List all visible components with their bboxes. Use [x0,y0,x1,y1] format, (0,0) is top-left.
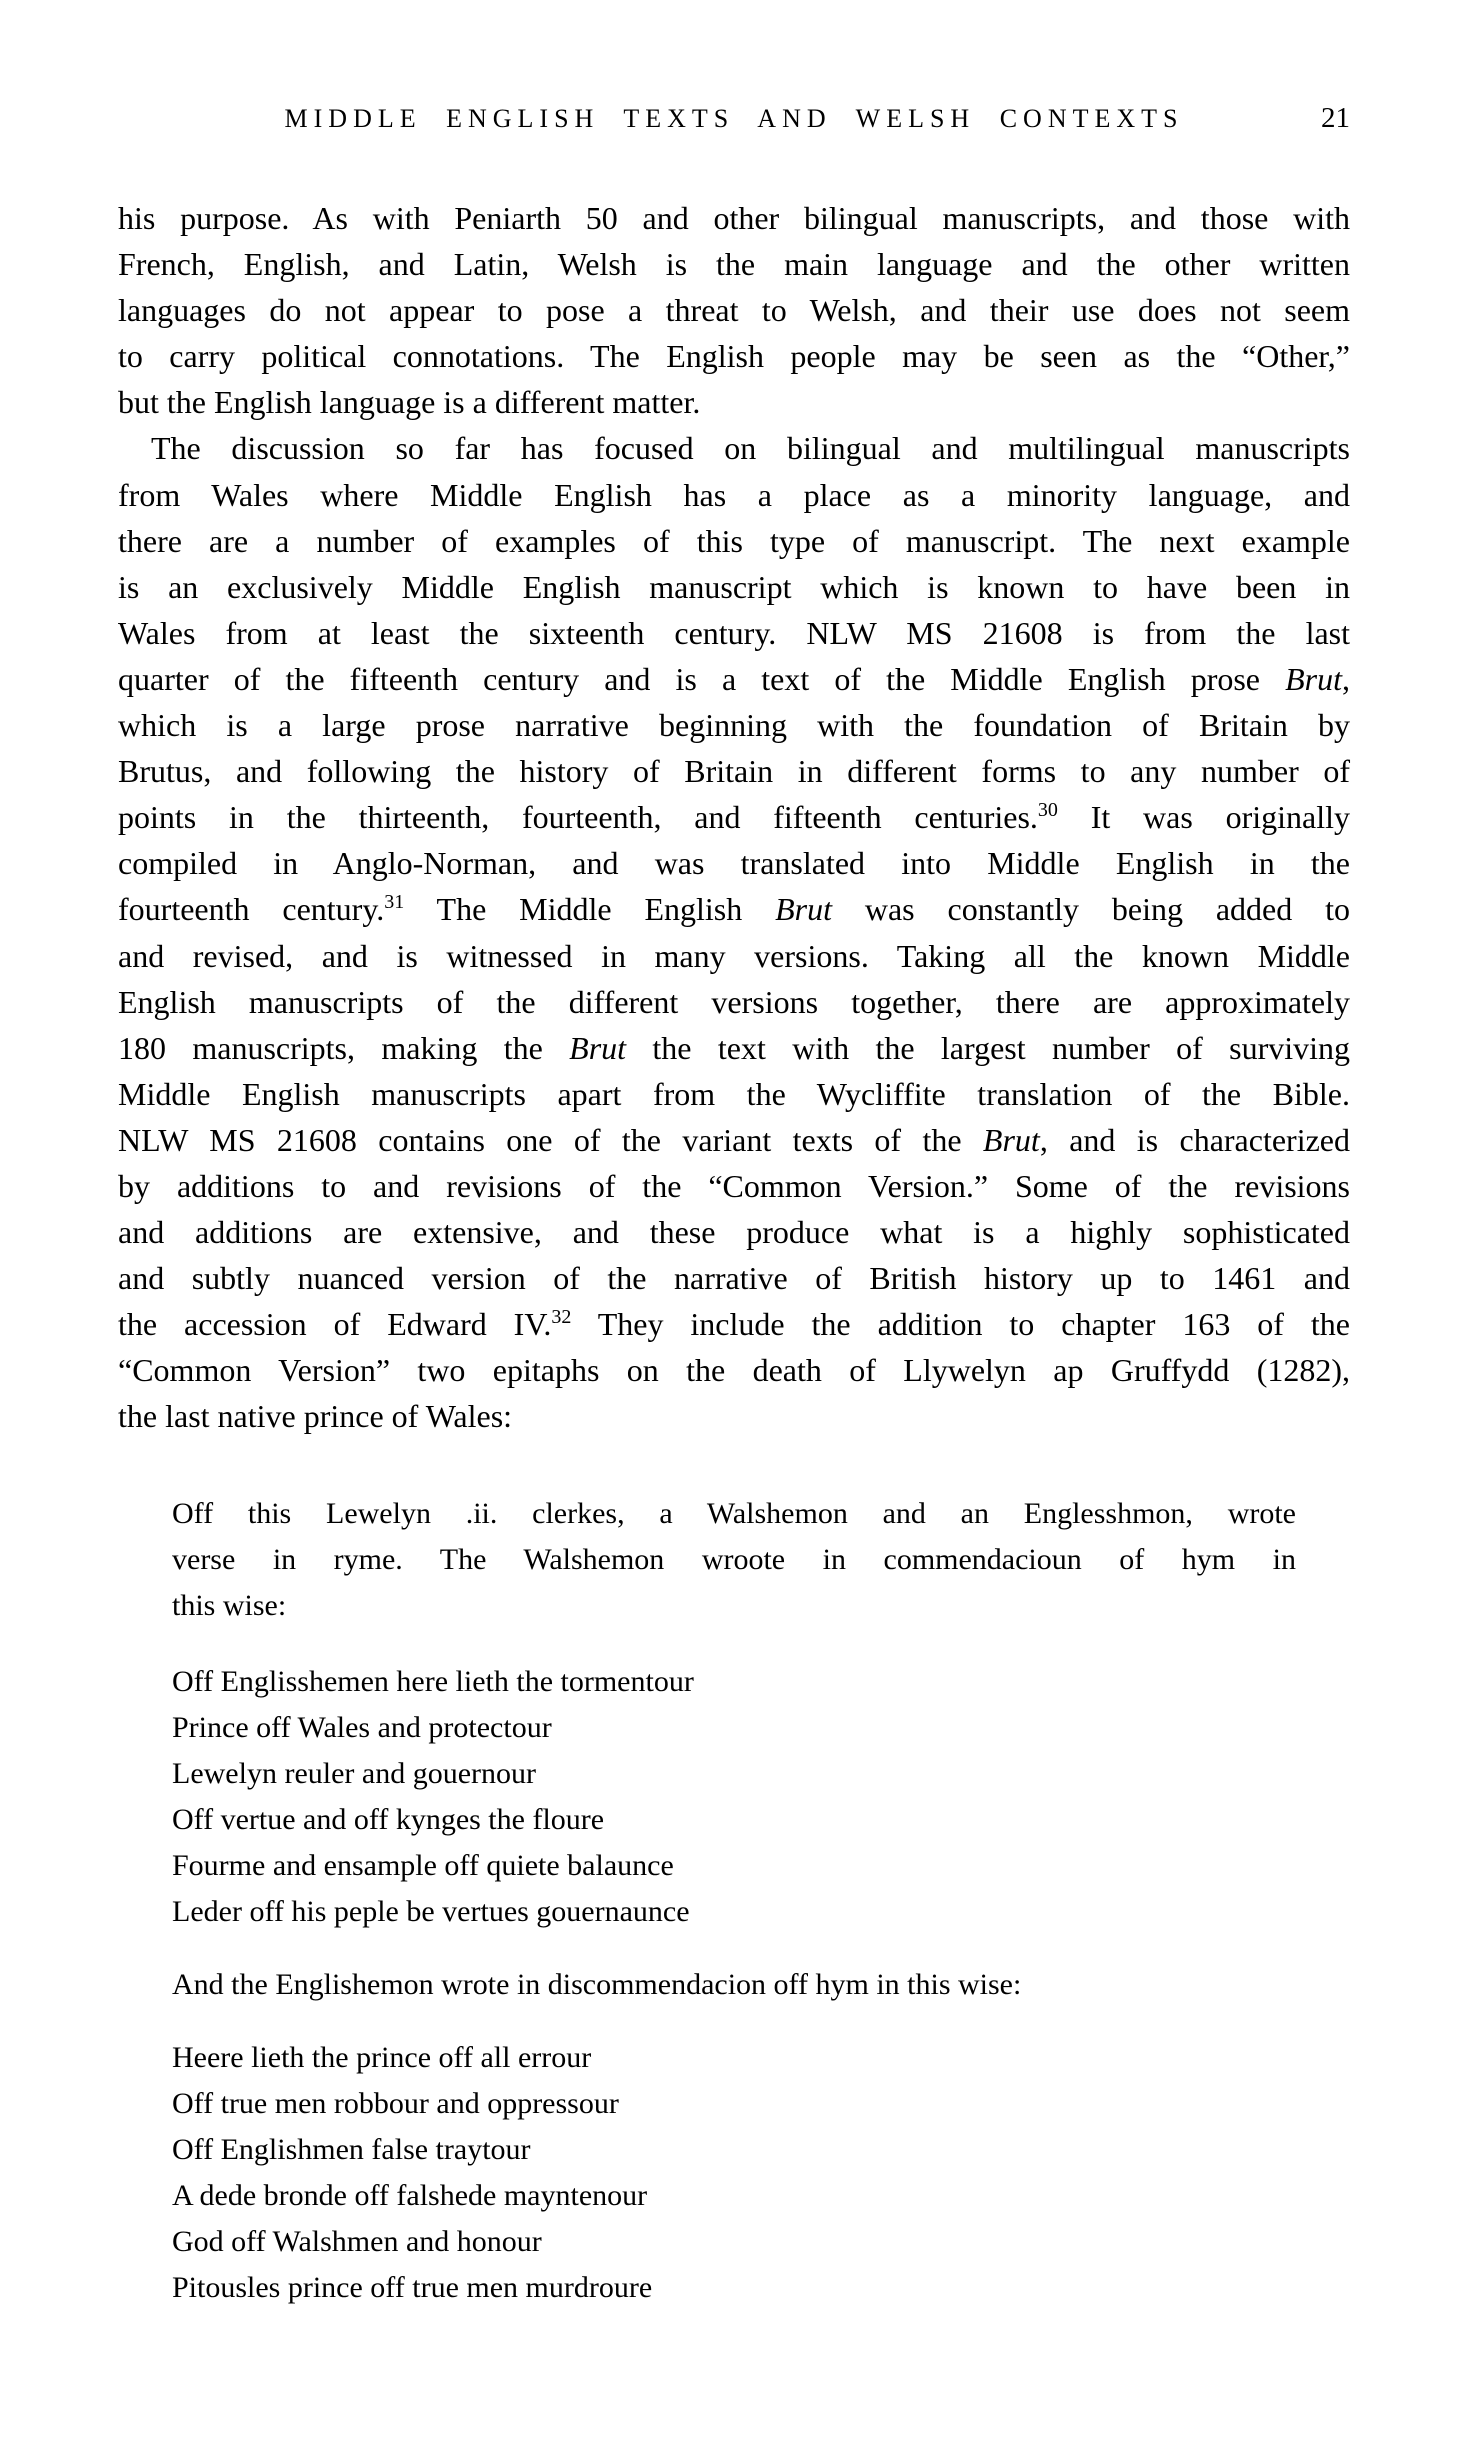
text-segment: the accession of Edward IV. [118,1306,552,1343]
body-line: Wales from at least the sixteenth century. NLW MS 21608 is from the last [118,614,1350,651]
body-line: English manuscripts of the different versions together, there are approximately [118,983,1350,1020]
text-segment: The Middle English [404,891,776,928]
text-segment: , [1342,660,1350,697]
poem-line: God off Walshmen and honour [172,2225,542,2259]
poem-line: Pitousles prince off true men murdroure [172,2271,653,2305]
footnote-marker: 31 [384,891,405,914]
body-line: which is a large prose narrative beginning with the foundation of Britain by [118,707,1350,744]
text-segment: , and is characterized [1039,1121,1351,1158]
text-segment: 180 manuscripts, making the [118,1029,570,1066]
paragraph-1 [118,195,1350,425]
body-line [118,1301,1350,1347]
text-segment: quarter of the fifteenth century and is a text of the Middle English prose [118,660,1286,697]
quote-line: verse in ryme. The Walshemon wroote in commendacioun of hym in [172,1543,1296,1577]
poem-welsh-epitaph [172,1659,1296,1936]
poem-line: Lewelyn reuler and gouernour [172,1757,537,1791]
poem-english-epitaph [172,2035,1296,2312]
text-segment: was constantly being added to [832,891,1351,928]
text-segment: They include the addition to chapter 163 of the [571,1306,1351,1343]
body-line: French, English, and Latin, Welsh is the main language and the other written [118,246,1350,283]
quote-line: this wise: [172,1589,287,1623]
running-header [118,104,1350,144]
transition-line: And the Englishemon wrote in discommendacion off hym in this wise: [172,1968,1022,2001]
body-line: “Common Version” two epitaphs on the death of Llywelyn ap Gruffydd (1282), [118,1352,1350,1389]
body-line [118,794,1350,840]
footnote-marker: 30 [1037,799,1058,822]
body-line: compiled in Anglo-Norman, and was translated into Middle English in the [118,845,1350,882]
body-line: and revised, and is witnessed in many versions. Taking all the known Middle [118,937,1350,974]
text-segment: points in the thirteenth, fourteenth, and fifteenth centuries. [118,799,1038,836]
poem-line: Heere lieth the prince off all errour [172,2041,592,2074]
main-text-column [118,195,1350,1440]
text-segment: NLW MS 21608 contains one of the variant texts of the [118,1121,983,1158]
poem-line: Off true men robbour and oppressour [172,2087,619,2121]
poem-line: A dede bronde off falshede mayntenour [172,2179,648,2213]
body-line: to carry political connotations. The English people may be seen as the “Other,” [118,338,1350,375]
body-line: Brutus, and following the history of Britain in different forms to any number of [118,753,1350,790]
body-line: and subtly nuanced version of the narrative of British history up to 1461 and [118,1260,1350,1297]
body-line: but the English language is a different matter. [118,384,701,421]
quote-line: Off this Lewelyn .ii. clerkes, a Walshemon and an Englesshmon, wrote [172,1497,1296,1530]
body-line: the last native prince of Wales: [118,1398,513,1435]
running-head-title: MIDDLE ENGLISH TEXTS AND WELSH CONTEXTS [284,104,1184,133]
italic-title: Brut [569,1029,627,1066]
body-line: languages do not appear to pose a threat to Welsh, and their use does not seem [118,292,1350,329]
text-segment: the text with the largest number of surviving [626,1029,1350,1066]
body-line: his purpose. As with Peniarth 50 and other bilingual manuscripts, and those with [118,200,1350,236]
block-quote-intro [172,1491,1296,1629]
body-line [118,1117,1350,1163]
italic-title: Brut [982,1121,1040,1158]
italic-title: Brut [1285,660,1342,697]
poem-line: Fourme and ensample off quiete balaunce [172,1849,674,1883]
body-line: Middle English manuscripts apart from the Wycliffite translation of the Bible. [118,1075,1350,1112]
poem-line: Off Englisshemen here lieth the tormentour [172,1665,694,1698]
poem-line: Off vertue and off kynges the floure [172,1803,605,1837]
poem-line: Leder off his peple be vertues gouernaunce [172,1895,690,1929]
body-line: from Wales where Middle English has a place as a minority language, and [118,476,1350,513]
body-line [118,886,1350,932]
body-line [118,1025,1350,1071]
poem-line: Off Englishmen false traytour [172,2133,531,2167]
body-line: there are a number of examples of this type of manuscript. The next example [118,522,1350,559]
text-segment: It was originally [1057,799,1351,836]
body-line [118,656,1350,702]
paragraph-2 [118,425,1350,1439]
page-number: 21 [1321,102,1350,134]
text-segment: fourteenth century. [118,891,385,928]
body-line: and additions are extensive, and these produce what is a highly sophisticated [118,1214,1350,1251]
body-line: is an exclusively Middle English manuscript which is known to have been in [118,568,1350,605]
body-line: by additions to and revisions of the “Common Version.” Some of the revisions [118,1167,1350,1204]
poem-line: Prince off Wales and protectour [172,1711,552,1745]
italic-title: Brut [775,891,832,928]
body-line: The discussion so far has focused on bilingual and multilingual manuscripts [151,430,1350,467]
footnote-marker: 32 [551,1306,572,1329]
